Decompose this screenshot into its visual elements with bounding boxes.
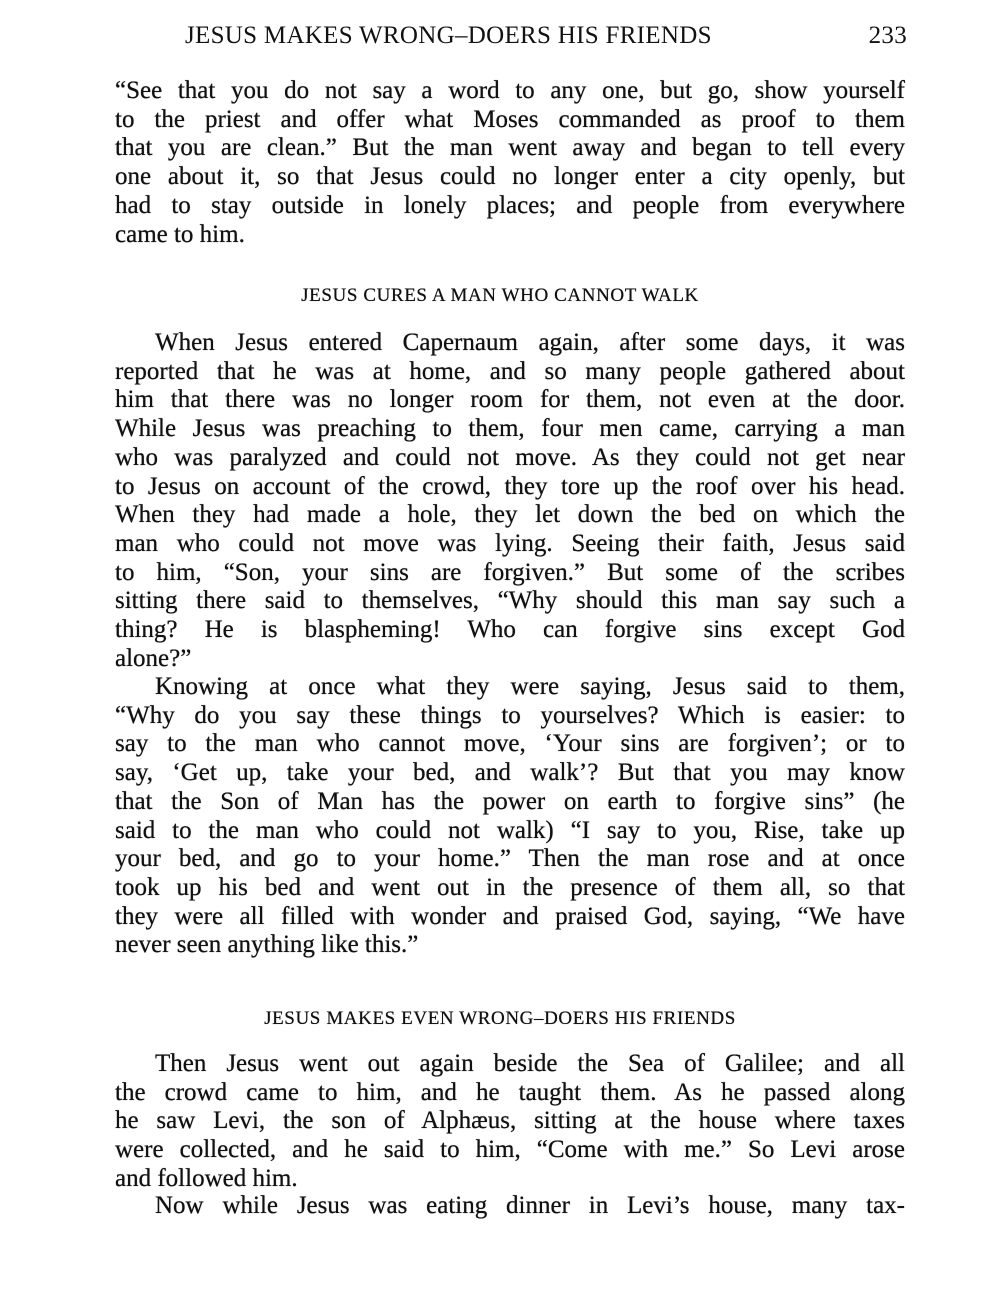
text-line: him that there was no longer room for them, not even at the door. — [115, 386, 905, 414]
text-line: “See that you do not say a word to any one, but go, show yourself — [115, 77, 905, 104]
text-line: that the Son of Man has the power on earth to forgive sins” (he — [115, 787, 905, 815]
text-line: he saw Levi, the son of Alphæus, sitting at the house where taxes — [115, 1107, 905, 1135]
text-line: took up his bed and went out in the presence of them all, so that — [115, 873, 905, 901]
text-line: and followed him. — [115, 1164, 298, 1192]
text-line: When they had made a hole, they let down the bed on which the — [115, 501, 905, 529]
text-line: one about it, so that Jesus could no longer enter a city openly, but — [115, 163, 905, 191]
section-heading: JESUS CURES A MAN WHO CANNOT WALK — [301, 285, 699, 306]
text-line: When Jesus entered Capernaum again, after some days, it was — [155, 329, 905, 356]
text-line: to the priest and offer what Moses commanded as proof to them — [115, 105, 905, 133]
text-line: Now while Jesus was eating dinner in Levi’s house, many tax- — [155, 1192, 905, 1219]
running-header — [185, 22, 907, 56]
text-line: said to the man who could not walk) “I say to you, Rise, take up — [115, 816, 905, 844]
text-line: were collected, and he said to him, “Come with me.” So Levi arose — [115, 1136, 905, 1164]
text-line: had to stay outside in lonely places; and people from everywhere — [115, 191, 905, 219]
text-line: they were all filled with wonder and praised God, saying, “We have — [115, 902, 905, 930]
text-line: reported that he was at home, and so many people gathered about — [115, 357, 905, 385]
text-line: Then Jesus went out again beside the Sea of Galilee; and all — [155, 1050, 905, 1077]
text-line: alone?” — [115, 644, 192, 672]
text-line: thing? He is blaspheming! Who can forgive sins except God — [115, 616, 905, 643]
text-line: came to him. — [115, 220, 245, 248]
text-line: say, ‘Get up, take your bed, and walk’? But that you may know — [115, 759, 905, 787]
text-line: the crowd came to him, and he taught them. As he passed along — [115, 1078, 905, 1106]
text-line: your bed, and go to your home.” Then the man rose and at once — [115, 845, 905, 873]
text-line: that you are clean.” But the man went away and began to tell every — [115, 134, 905, 162]
text-line: Knowing at once what they were saying, Jesus said to them, — [155, 673, 905, 700]
text-line: who was paralyzed and could not move. As they could not get near — [115, 443, 905, 471]
running-title: JESUS MAKES WRONG–DOERS HIS FRIENDS — [185, 22, 712, 49]
text-line: say to the man who cannot move, ‘Your sins are forgiven’; or to — [115, 730, 905, 758]
text-line: never seen anything like this.” — [115, 931, 419, 959]
text-line: man who could not move was lying. Seeing their faith, Jesus said — [115, 529, 905, 557]
text-line: sitting there said to themselves, “Why should this man say such a — [115, 587, 905, 615]
section-heading: JESUS MAKES EVEN WRONG–DOERS HIS FRIENDS — [264, 1008, 736, 1029]
text-line: “Why do you say these things to yourselves? Which is easier: to — [115, 701, 905, 729]
page-number: 233 — [868, 22, 907, 49]
text-line: While Jesus was preaching to them, four men came, carrying a man — [115, 415, 905, 443]
text-line: to Jesus on account of the crowd, they tore up the roof over his head. — [115, 472, 905, 500]
text-line: to him, “Son, your sins are forgiven.” But some of the scribes — [115, 558, 905, 586]
